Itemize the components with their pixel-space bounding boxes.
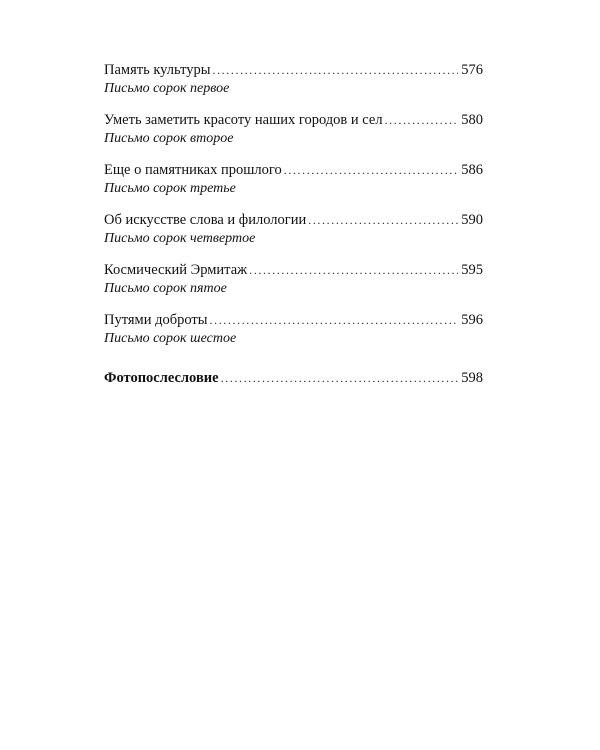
toc-entry [104, 210, 483, 247]
toc-entry-row [104, 368, 483, 388]
toc-entry-subtitle: Письмо сорок шестое [104, 331, 237, 346]
toc-entry-row [104, 210, 483, 230]
dot-leader [249, 260, 458, 280]
dot-leader [308, 210, 458, 230]
dot-leader [284, 160, 459, 180]
toc-entry-title: Память культуры [104, 62, 211, 78]
toc-entry-row [104, 160, 483, 180]
toc-entry-subtitle: Письмо сорок третье [104, 181, 236, 196]
toc-entry [104, 110, 483, 147]
toc-final-entry [104, 368, 483, 388]
toc-entry-subtitle: Письмо сорок четвертое [104, 231, 256, 246]
toc-entry-title: Уметь заметить красоту наших городов и сел [104, 112, 383, 128]
table-of-contents [104, 60, 483, 401]
toc-entry [104, 310, 483, 347]
dot-leader [210, 310, 459, 330]
toc-page-number: 576 [461, 62, 483, 78]
toc-page-number: 590 [461, 212, 483, 228]
toc-entry-title: Космический Эрмитаж [104, 262, 248, 278]
toc-entry [104, 60, 483, 97]
toc-entry-title: Об искусстве слова и филологии [104, 212, 307, 228]
toc-entry-subtitle: Письмо сорок первое [104, 81, 230, 96]
toc-entry-row [104, 310, 483, 330]
toc-entry [104, 260, 483, 297]
toc-page-number: 598 [461, 370, 483, 386]
toc-entry [104, 160, 483, 197]
toc-entry-row [104, 60, 483, 80]
toc-entry-subtitle: Письмо сорок пятое [104, 281, 227, 296]
toc-entry-title: Фотопослесловие [104, 370, 219, 386]
toc-entry-title: Еще о памятниках прошлого [104, 162, 282, 178]
toc-page-number: 580 [461, 112, 483, 128]
dot-leader [221, 368, 459, 388]
toc-entry-row [104, 260, 483, 280]
toc-page-number: 586 [461, 162, 483, 178]
toc-entry-title: Путями доброты [104, 312, 208, 328]
dot-leader [385, 110, 459, 130]
toc-entry-subtitle: Письмо сорок второе [104, 131, 234, 146]
toc-entry-row [104, 110, 483, 130]
toc-page-number: 596 [461, 312, 483, 328]
toc-page-number: 595 [461, 262, 483, 278]
dot-leader [212, 60, 458, 80]
